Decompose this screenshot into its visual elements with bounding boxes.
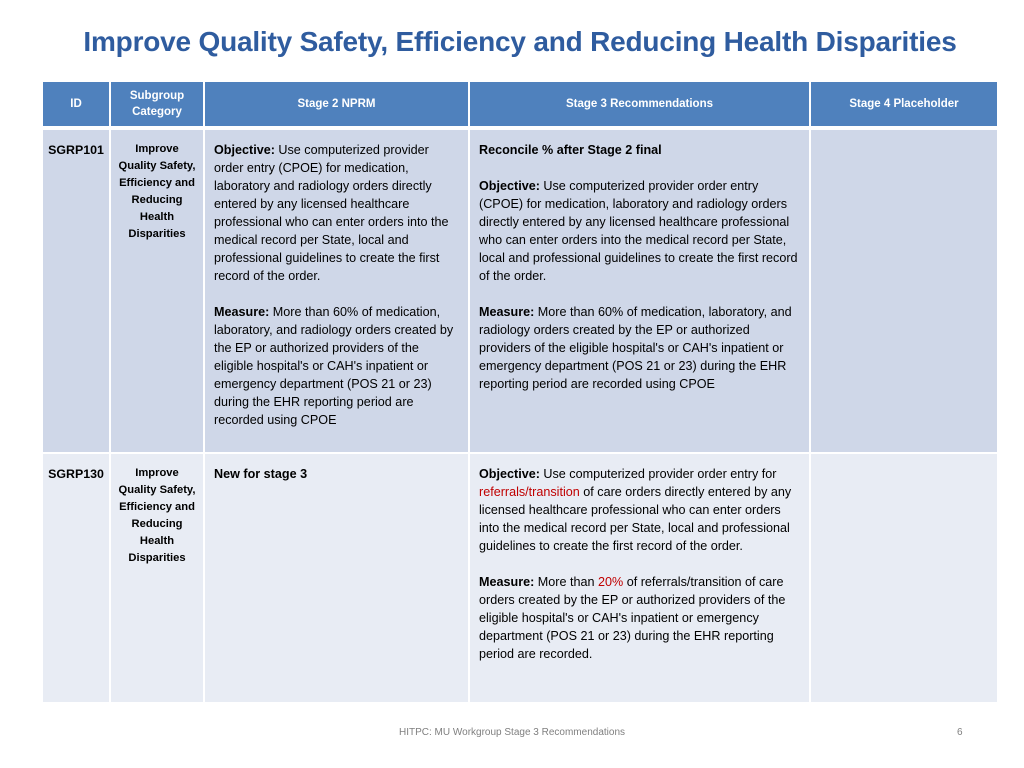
header-id: ID bbox=[43, 82, 110, 128]
measure-text-continued: of referrals/transition of care orders created by the EP or authorized providers of the eligible hospital's or CAH's inpatient or emergency department (POS 21 or 23) during the EHR reporting period are recorded. bbox=[479, 575, 786, 661]
objective-text: Use computerized provider order entry (CPOE) for medication, laboratory and radiology orders directly entered by any licensed healthcare professional who can enter orders into the medical record per State, local and professional guidelines to create the first record of the order. bbox=[479, 179, 798, 283]
objective-paragraph bbox=[479, 465, 800, 555]
measure-paragraph bbox=[214, 303, 459, 429]
stage4-cell bbox=[810, 128, 998, 453]
measure-text: More than bbox=[534, 575, 598, 589]
stage4-cell bbox=[810, 453, 998, 703]
header-subgroup-category: Subgroup Category bbox=[110, 82, 204, 128]
measure-text: More than 60% of medication, laboratory, and radiology orders created by the EP or authorized providers of the eligible hospital's or CAH's inpatient or emergency department (POS 21 or 23) during the EHR reporting period are recorded using CPOE bbox=[214, 305, 454, 427]
page-number: 6 bbox=[957, 727, 963, 738]
recommendations-table bbox=[43, 82, 999, 704]
stage3-cell bbox=[469, 128, 810, 453]
objective-label: Objective: bbox=[479, 179, 540, 193]
header-stage4-placeholder: Stage 4 Placeholder bbox=[810, 82, 998, 128]
row-category: Improve Quality Safety, Efficiency and Reducing Health Disparities bbox=[110, 128, 204, 453]
row-id: SGRP130 bbox=[43, 453, 110, 703]
measure-paragraph bbox=[479, 303, 800, 393]
objective-text-continued: of care orders directly entered by any licensed healthcare professional who can enter orders into the medical record per State, local and professional guidelines to create the first record of the order. bbox=[479, 485, 792, 553]
new-for-stage3-note: New for stage 3 bbox=[214, 467, 308, 481]
objective-paragraph bbox=[214, 141, 459, 285]
stage2-cell bbox=[204, 453, 469, 703]
measure-text: More than 60% of medication, laboratory, and radiology orders created by the EP or authorized providers of the eligible hospital's or CAH's inpatient or emergency department (POS 21 or 23) during the EHR reporting period are recorded using CPOE bbox=[479, 305, 792, 391]
objective-text: Use computerized provider order entry (CPOE) for medication, laboratory and radiology orders directly entered by any licensed healthcare professional who can enter orders into the medical record per State, local and professional guidelines to create the first record of the order. bbox=[214, 143, 449, 283]
table-row bbox=[43, 453, 998, 703]
table-row bbox=[43, 128, 998, 453]
objective-label: Objective: bbox=[479, 467, 540, 481]
objective-paragraph bbox=[479, 177, 800, 285]
measure-highlight: 20% bbox=[598, 575, 624, 589]
reconcile-note: Reconcile % after Stage 2 final bbox=[479, 143, 662, 157]
measure-label: Measure: bbox=[479, 575, 535, 589]
table-header-row bbox=[43, 82, 998, 128]
row-id: SGRP101 bbox=[43, 128, 110, 453]
measure-label: Measure: bbox=[214, 305, 270, 319]
footer-text: HITPC: MU Workgroup Stage 3 Recommendations bbox=[398, 727, 625, 738]
stage3-cell bbox=[469, 453, 810, 703]
measure-paragraph bbox=[479, 573, 800, 663]
row-category: Improve Quality Safety, Efficiency and Reducing Health Disparities bbox=[110, 453, 204, 703]
objective-highlight: referrals/transition bbox=[479, 485, 580, 499]
objective-label: Objective: bbox=[214, 143, 275, 157]
slide-title: Improve Quality Safety, Efficiency and Reducing Health Disparities bbox=[83, 26, 957, 57]
header-stage3-recommendations: Stage 3 Recommendations bbox=[469, 82, 810, 128]
measure-label: Measure: bbox=[479, 305, 535, 319]
header-stage2-nprm: Stage 2 NPRM bbox=[204, 82, 469, 128]
stage2-cell bbox=[204, 128, 469, 453]
objective-text: Use computerized provider order entry for bbox=[539, 467, 777, 481]
